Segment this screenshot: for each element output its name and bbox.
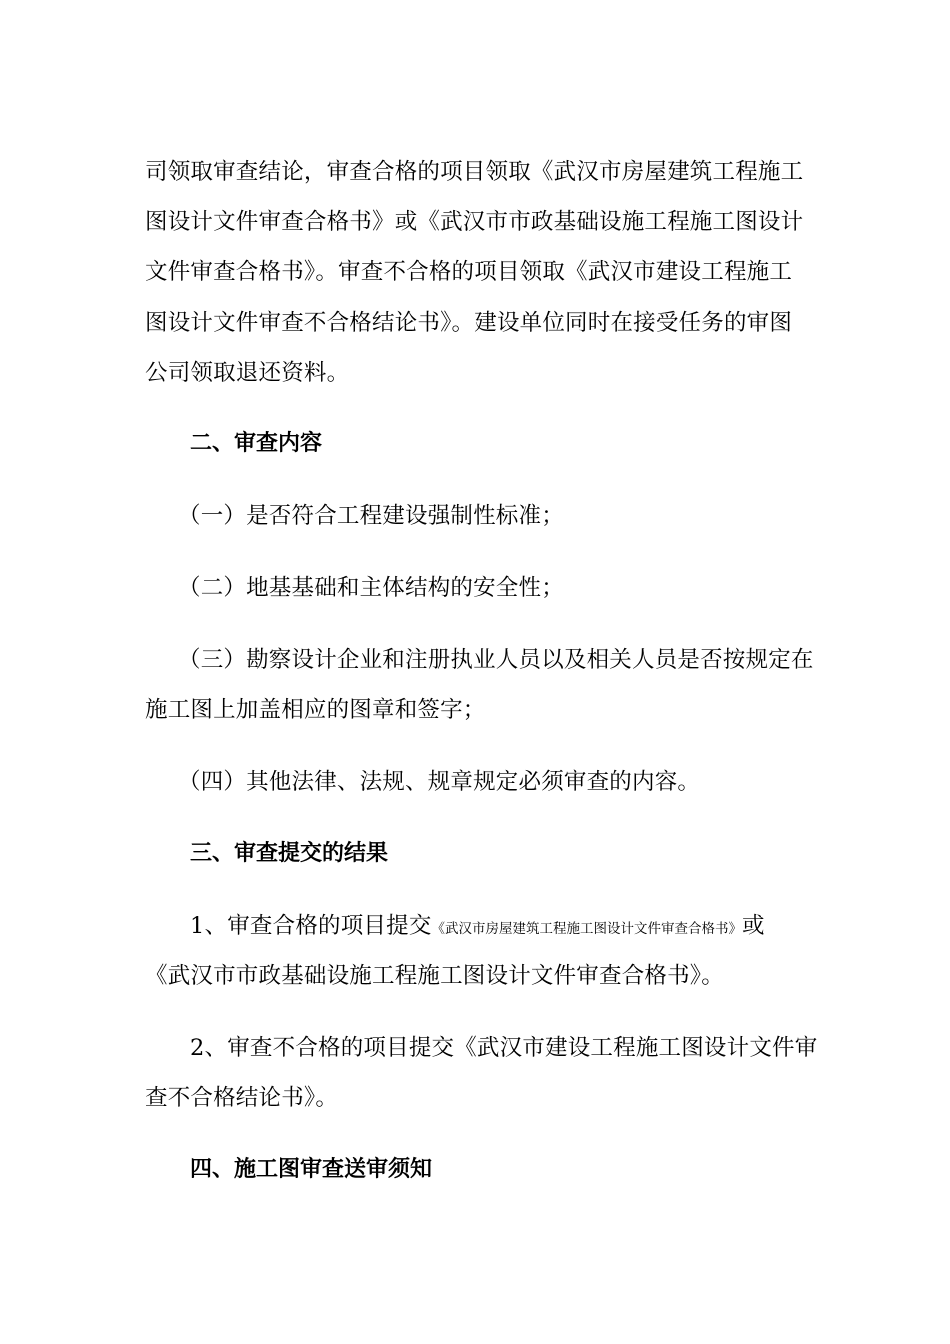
section2-item-4: （四）其他法律、法规、规章规定必须审查的内容。 xyxy=(178,769,701,795)
section3-item-1-small-title: 《武汉市房屋建筑工程施工图设计文件审查合格书》 xyxy=(431,921,743,937)
section3-item-1 xyxy=(190,911,765,944)
section3-item-2: 2、审查不合格的项目提交《武汉市建设工程施工图设计文件审 xyxy=(190,1035,818,1061)
section3-item-1-cont: 《武汉市市政基础设施工程施工图设计文件审查合格书》。 xyxy=(145,963,724,989)
intro-line-1: 司领取审查结论，审查合格的项目领取《武汉市房屋建筑工程施工 xyxy=(145,159,804,185)
section2-heading: 二、审查内容 xyxy=(190,431,323,456)
intro-line-5: 公司领取退还资料。 xyxy=(145,360,350,386)
section2-item-3-cont: 施工图上加盖相应的图章和签字； xyxy=(145,697,486,723)
section2-item-2: （二）地基基础和主体结构的安全性； xyxy=(178,575,564,601)
section3-heading: 三、审查提交的结果 xyxy=(190,841,389,866)
section2-item-1: （一）是否符合工程建设强制性标准； xyxy=(178,503,564,529)
section4-heading: 四、施工图审查送审须知 xyxy=(190,1157,433,1182)
intro-line-2: 图设计文件审查合格书》或《武汉市市政基础设施工程施工图设计 xyxy=(145,209,804,235)
section3-item-1-prefix: 1、审查合格的项目提交 xyxy=(190,913,432,939)
section3-item-1-suffix: 或 xyxy=(742,913,765,939)
section3-item-2-cont: 查不合格结论书》。 xyxy=(145,1085,339,1111)
section2-item-3: （三）勘察设计企业和注册执业人员以及相关人员是否按规定在 xyxy=(178,647,814,673)
intro-line-3: 文件审查合格书》。审查不合格的项目领取《武汉市建设工程施工 xyxy=(145,259,793,285)
intro-line-4: 图设计文件审查不合格结论书》。建设单位同时在接受任务的审图 xyxy=(145,310,793,336)
